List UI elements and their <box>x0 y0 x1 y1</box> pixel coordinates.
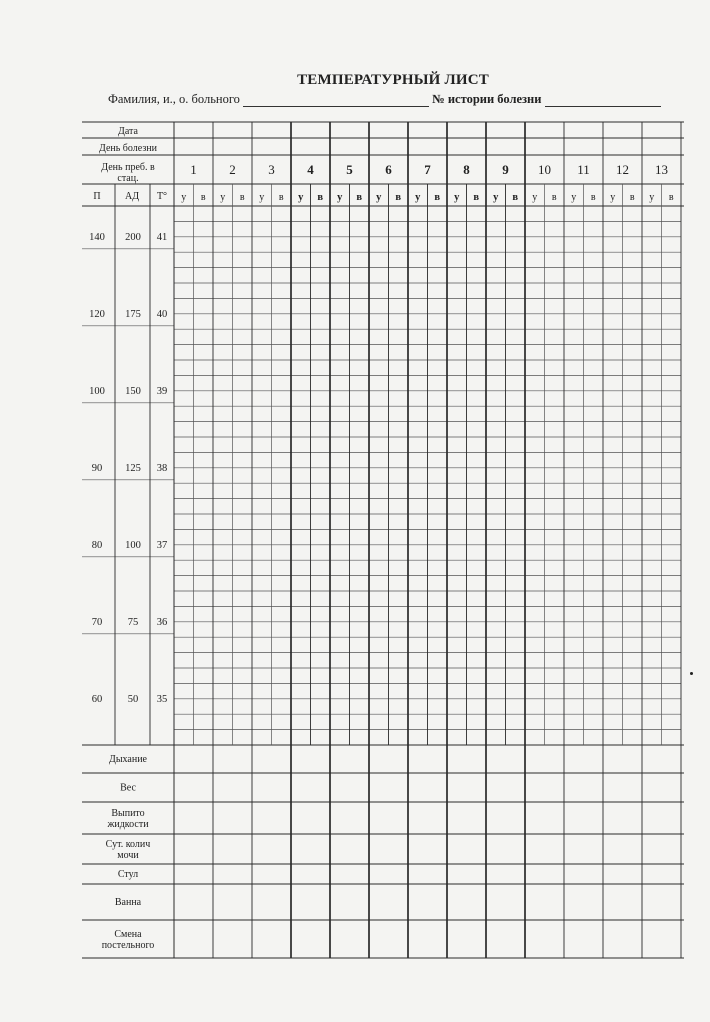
morning-label: у <box>454 192 460 203</box>
evening-label: в <box>356 192 363 203</box>
day-number: 10 <box>538 162 551 177</box>
temp-scale-mark: 41 <box>156 231 168 243</box>
evening-label: в <box>551 192 557 203</box>
illness-day-row-label: День болезни <box>99 143 157 154</box>
pulse-scale-mark: 70 <box>91 616 103 628</box>
day-number: 6 <box>385 162 392 177</box>
bp-scale-mark: 200 <box>125 231 141 243</box>
bottom-row-label: Выпито <box>111 808 145 819</box>
evening-label: в <box>395 192 402 203</box>
bottom-row-label-2: мочи <box>117 850 139 861</box>
day-number: 5 <box>346 162 353 177</box>
morning-label: у <box>415 192 421 203</box>
bottom-row-label: Вес <box>120 782 136 794</box>
bottom-row-label: Сут. колич <box>105 839 151 850</box>
day-number: 13 <box>655 162 668 177</box>
evening-label: в <box>629 192 635 203</box>
scale-header-0: П <box>93 191 101 202</box>
sheet-title: ТЕМПЕРАТУРНЫЙ ЛИСТ <box>297 72 489 88</box>
stay-day-row-label: День преб. в <box>101 162 155 173</box>
morning-label: у <box>298 192 304 203</box>
date-row-label: Дата <box>118 126 138 137</box>
bp-scale-mark: 75 <box>127 616 139 628</box>
day-number: 12 <box>616 162 629 177</box>
scale-header-2: Т° <box>156 191 168 202</box>
evening-label: в <box>278 192 284 203</box>
pulse-scale-mark: 100 <box>89 385 105 397</box>
morning-label: у <box>532 192 538 203</box>
evening-label: в <box>239 192 245 203</box>
bottom-row-label: Дыхание <box>109 754 147 765</box>
scale-header-1: АД <box>124 191 140 202</box>
speck <box>690 672 693 675</box>
day-number: 7 <box>424 162 431 177</box>
morning-label: у <box>493 192 499 203</box>
patient-name-label: Фамилия, и., о. больного <box>108 92 240 106</box>
bottom-row-label-2: постельного <box>101 940 155 951</box>
bottom-row-label-2: жидкости <box>107 819 149 830</box>
morning-label: у <box>610 192 616 203</box>
evening-label: в <box>512 192 519 203</box>
day-number: 2 <box>229 162 236 177</box>
evening-label: в <box>473 192 480 203</box>
bp-scale-mark: 125 <box>125 462 141 474</box>
pulse-scale-mark: 120 <box>89 308 105 320</box>
history-number-label: № истории болезни <box>432 92 542 106</box>
day-number: 9 <box>502 162 509 177</box>
evening-label: в <box>434 192 441 203</box>
temp-scale-mark: 37 <box>156 539 168 551</box>
bp-scale-mark: 50 <box>127 693 139 705</box>
pulse-scale-mark: 90 <box>91 462 103 474</box>
pulse-scale-mark: 60 <box>91 693 103 705</box>
bottom-row-label: Ванна <box>114 897 142 908</box>
morning-label: у <box>337 192 343 203</box>
bp-scale-mark: 175 <box>125 308 141 320</box>
morning-label: у <box>571 192 577 203</box>
bottom-row-label: Стул <box>117 869 139 880</box>
evening-label: в <box>590 192 596 203</box>
morning-label: у <box>649 192 655 203</box>
morning-label: у <box>376 192 382 203</box>
pulse-scale-mark: 80 <box>91 539 103 551</box>
bp-scale-mark: 100 <box>125 539 141 551</box>
bp-scale-mark: 150 <box>125 385 141 397</box>
morning-label: у <box>181 192 187 203</box>
evening-label: в <box>668 192 674 203</box>
morning-label: у <box>259 192 265 203</box>
morning-label: у <box>220 192 226 203</box>
temp-scale-mark: 40 <box>156 308 168 320</box>
temp-scale-mark: 39 <box>156 385 168 397</box>
day-number: 8 <box>463 162 470 177</box>
temp-scale-mark: 38 <box>156 462 168 474</box>
day-number: 3 <box>268 162 275 177</box>
temp-scale-mark: 36 <box>156 616 168 628</box>
bottom-row-label: Смена <box>114 929 142 940</box>
day-number: 11 <box>577 162 590 177</box>
evening-label: в <box>317 192 324 203</box>
day-number: 4 <box>307 162 314 177</box>
temp-scale-mark: 35 <box>156 693 168 705</box>
pulse-scale-mark: 140 <box>89 231 105 243</box>
evening-label: в <box>200 192 206 203</box>
day-number: 1 <box>190 162 197 177</box>
stay-day-row-label-2: стац. <box>117 173 139 184</box>
